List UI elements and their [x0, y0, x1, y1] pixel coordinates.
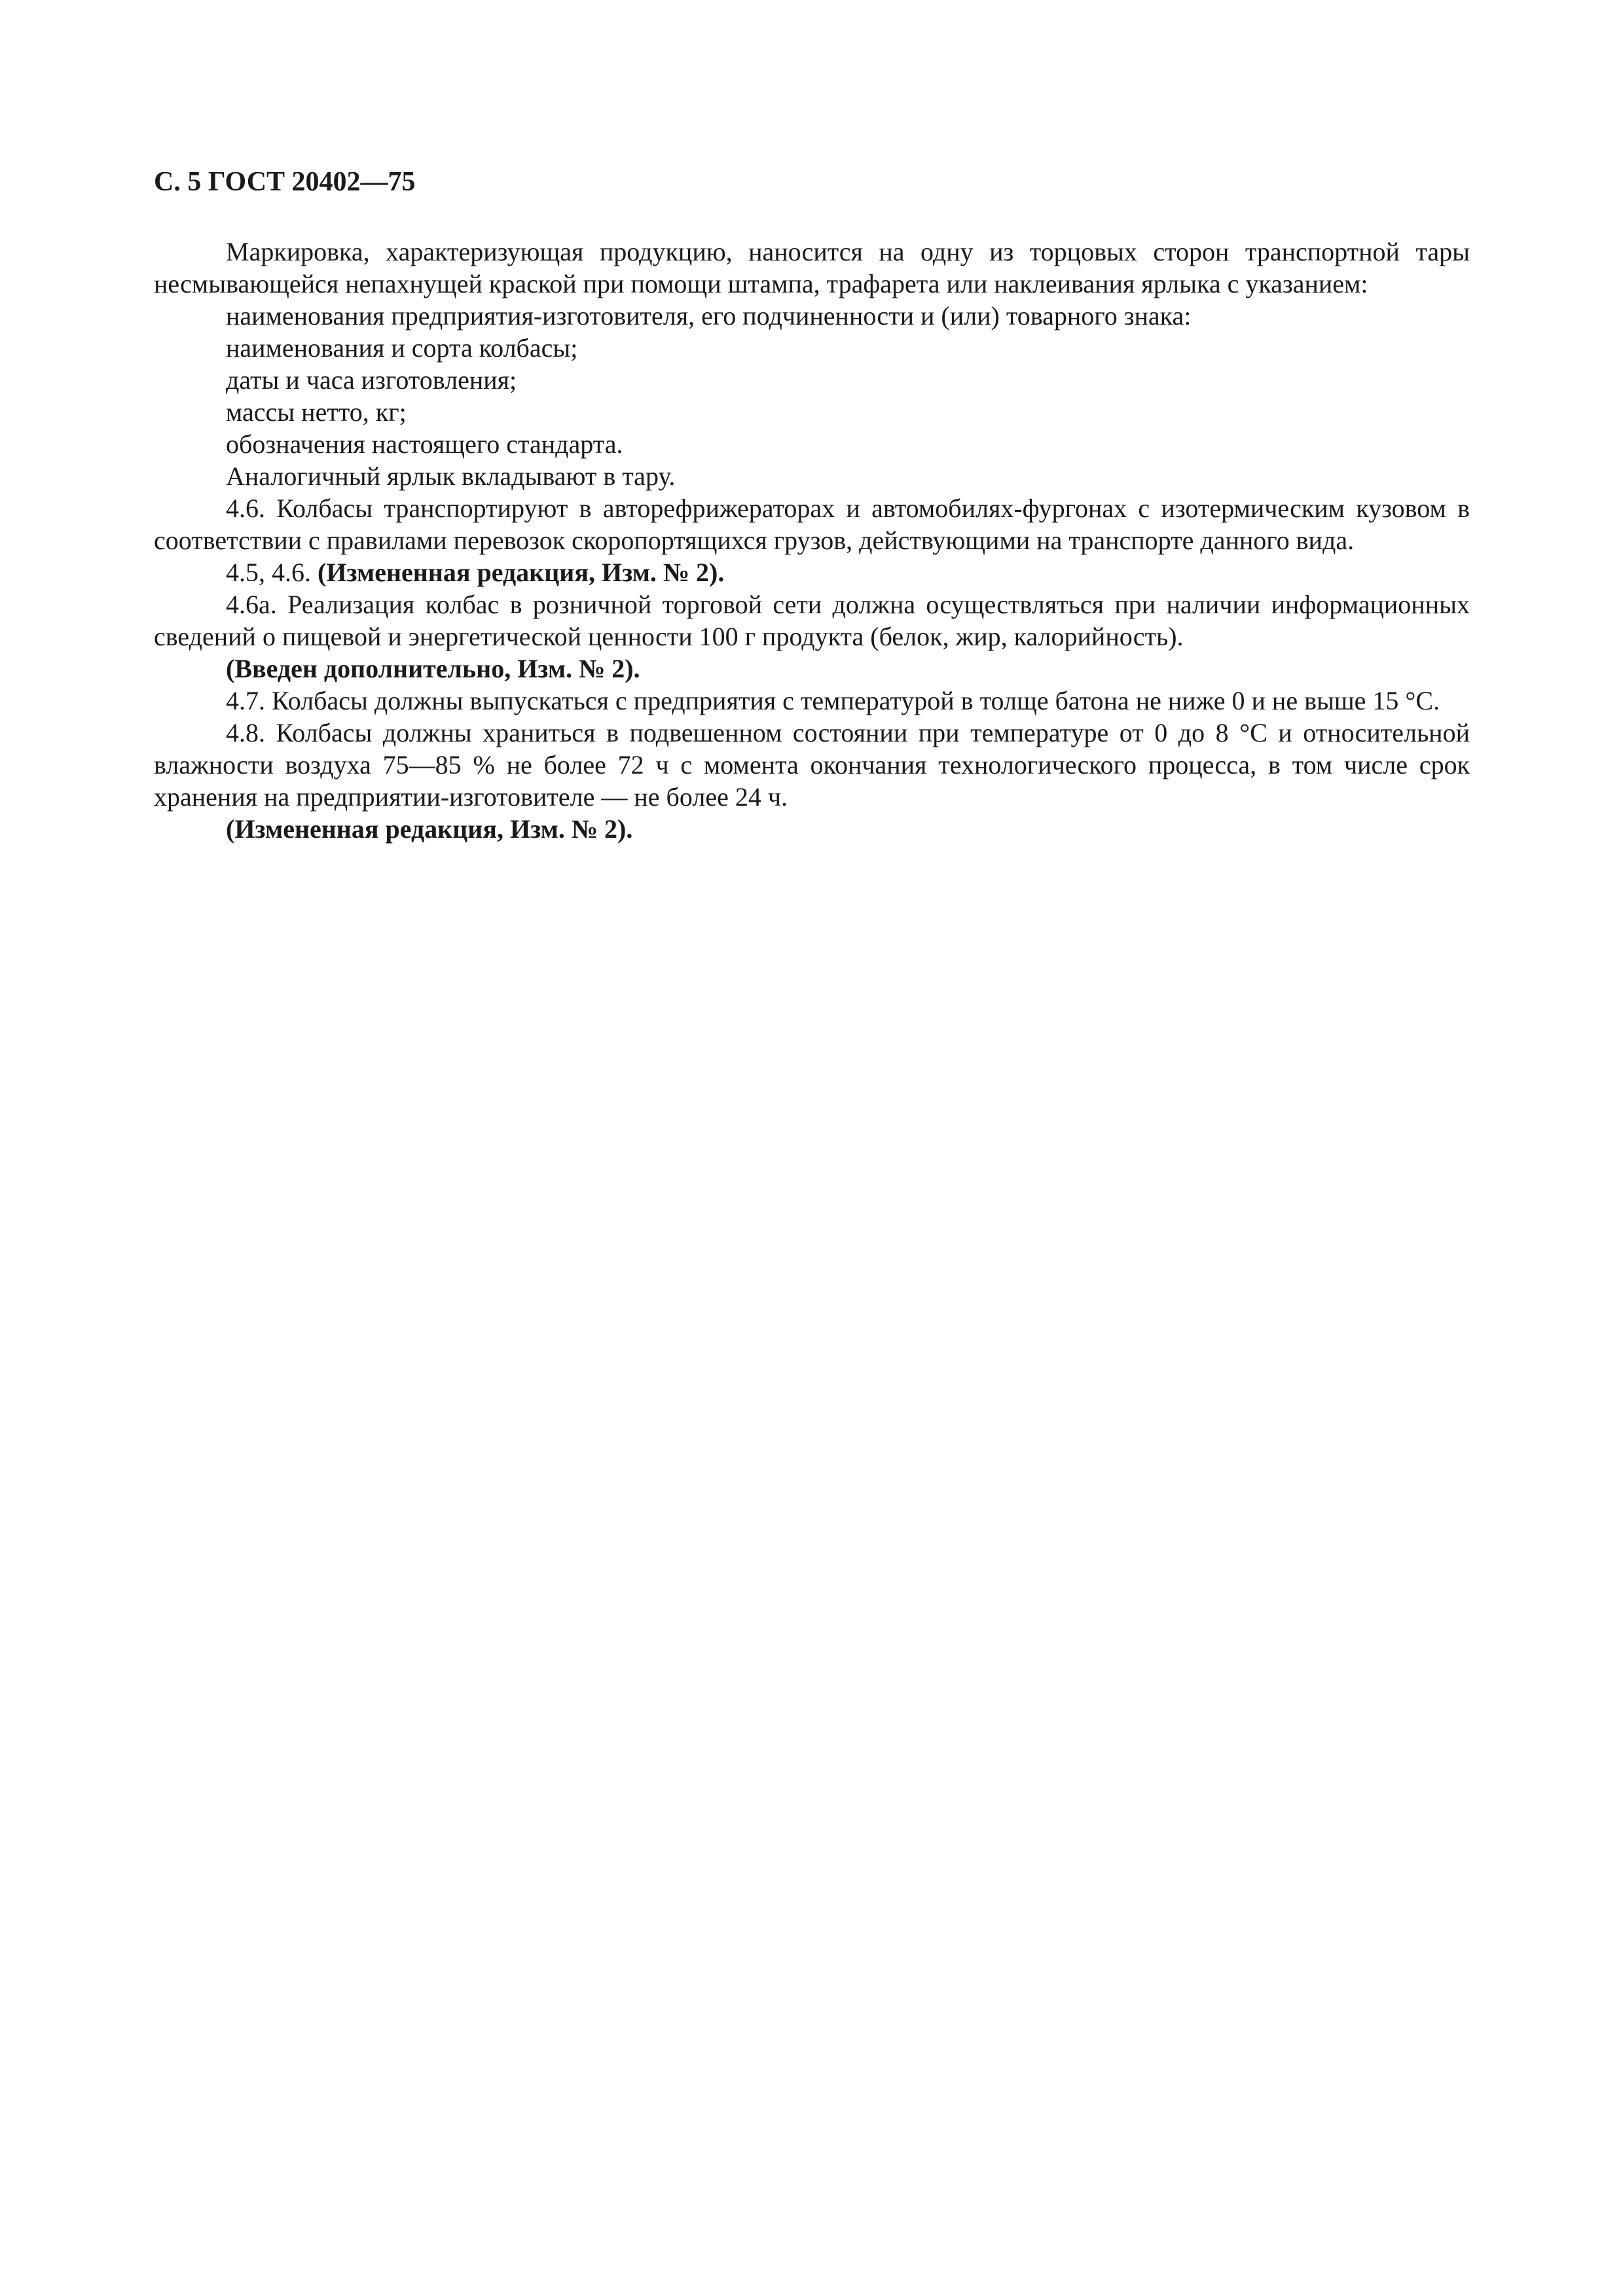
list-item: массы нетто, кг;: [226, 397, 407, 427]
document-body: [154, 236, 1470, 845]
paragraph-4-8: 4.8. Колбасы должны храниться в подвешенном состоянии при температуре от 0 до 8 °С и относительной влажности воздуха 75—85 % не более 72 ч с момента окончания технологического процесса, в том числе срок хранения на предприятии-изготовителе — не более 24 ч.: [154, 718, 1470, 812]
amendment-4-5-4-6: [154, 556, 1470, 588]
paragraph-4-6a: 4.6а. Реализация колбас в розничной торговой сети должна осуществляться при наличии информационных сведений о пищевой и энергетической ценности 100 г продукта (белок, жир, калорийность).: [154, 590, 1470, 651]
amendment-4-6a: (Введен дополнительно, Изм. № 2).: [226, 654, 640, 683]
list-item: наименования предприятия-изготовителя, его подчиненности и (или) товарного знака:: [226, 301, 1192, 331]
paragraph-4-6: 4.6. Колбасы транспортируют в авторефрижераторах и автомобилях-фургонах с изотермическим кузовом в соответствии с правилами перевозок скоропортящихся грузов, действующими на транспорте данного вида.: [154, 493, 1470, 555]
list-item: даты и часа изготовления;: [226, 365, 517, 395]
list-item: наименования и сорта колбасы;: [226, 333, 578, 363]
paragraph-marking-intro: Маркировка, характеризующая продукцию, наносится на одну из торцовых сторон транспортной тары несмывающейся непахнущей краской при помощи штампа, трафарета или наклеивания ярлыка с указанием:: [154, 237, 1470, 298]
document-page: [154, 162, 1470, 845]
amendment-4-8: (Измененная редакция, Изм. № 2).: [226, 814, 633, 844]
list-item: обозначения настоящего стандарта.: [226, 429, 623, 459]
paragraph-label-in-tare: Аналогичный ярлык вкладывают в тару.: [226, 461, 676, 491]
amendment-note: (Измененная редакция, Изм. № 2).: [318, 558, 725, 587]
page-header: С. 5 ГОСТ 20402—75: [154, 167, 416, 197]
amendment-ref: 4.5, 4.6.: [226, 558, 318, 587]
paragraph-4-7: 4.7. Колбасы должны выпускаться с предприятия с температурой в толще батона не ниже 0 и не выше 15 °С.: [226, 686, 1440, 715]
